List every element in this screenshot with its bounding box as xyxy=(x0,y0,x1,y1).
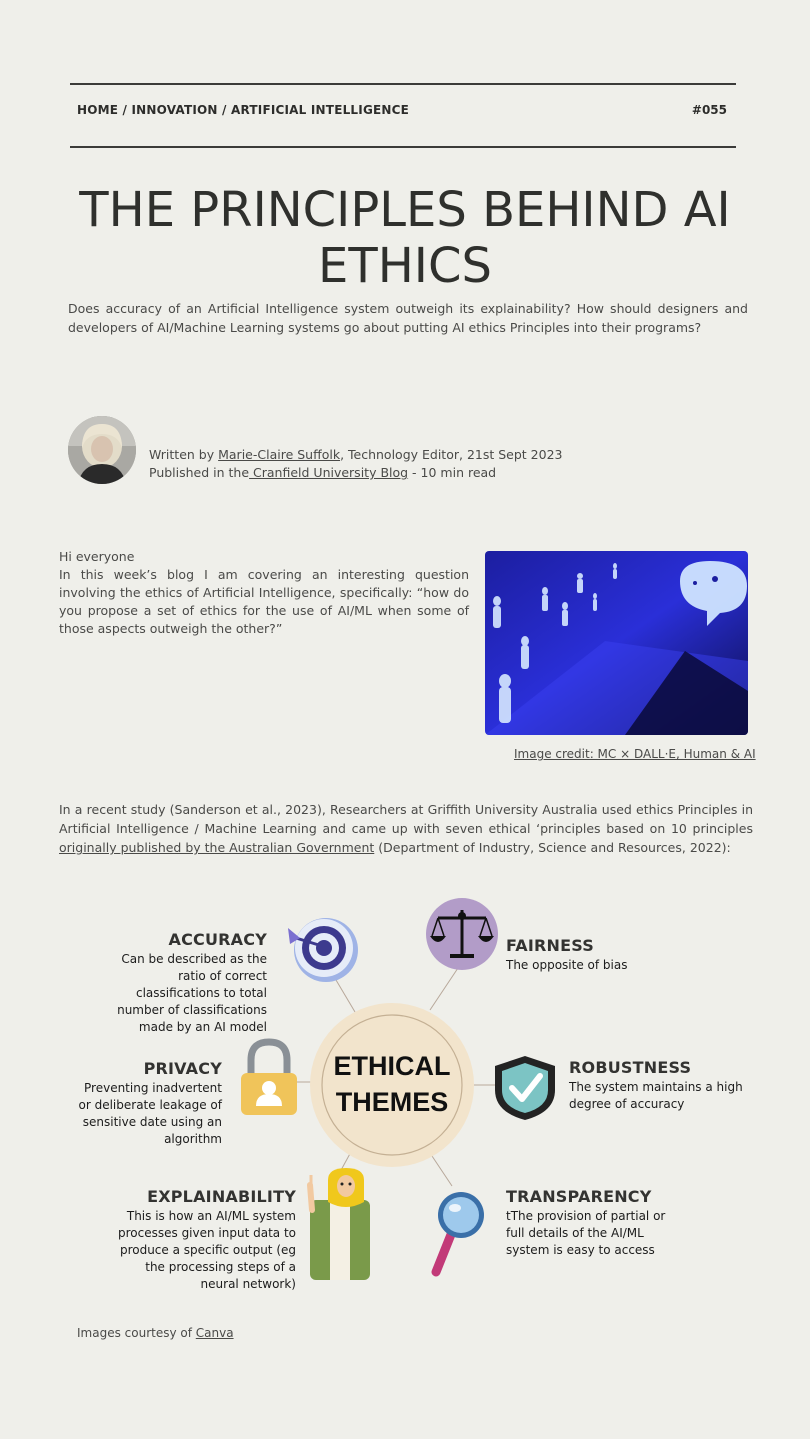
theme-privacy xyxy=(70,1059,222,1148)
breadcrumb[interactable]: HOME / INNOVATION / ARTIFICIAL INTELLIGENCE xyxy=(77,103,410,117)
fairness-title: FAIRNESS xyxy=(506,936,594,955)
author-avatar xyxy=(68,416,136,484)
fairness-desc: The opposite of bias xyxy=(506,958,628,972)
image-credit-link[interactable]: Image credit: MC × DALL·E, Human & AI xyxy=(514,747,756,761)
byline xyxy=(149,446,562,482)
target-icon xyxy=(288,918,358,982)
author-link[interactable]: Marie-Claire Suffolk xyxy=(218,447,341,462)
explainability-title: EXPLAINABILITY xyxy=(147,1187,296,1206)
title-line-2: ETHICS xyxy=(318,238,492,294)
study-text-end: (Department of Industry, Science and Resources, 2022): xyxy=(374,840,731,855)
explainability-desc: This is how an AI/ML system processes given input data to produce a specific output (eg the processing steps of a neural network) xyxy=(118,1209,296,1291)
bottom-rule xyxy=(70,146,736,148)
scales-icon xyxy=(426,898,498,970)
privacy-title: PRIVACY xyxy=(143,1059,222,1078)
privacy-desc: Preventing inadvertent or deliberate leakage of sensitive date using an algorithm xyxy=(78,1081,222,1146)
theme-robustness xyxy=(569,1058,744,1113)
byline-written xyxy=(149,446,562,464)
transparency-desc: tThe provision of partial or full details of the AI/ML system is easy to access xyxy=(506,1209,666,1257)
center-line-2: THEMES xyxy=(335,1087,449,1117)
hero-image xyxy=(485,551,748,735)
issue-number: #055 xyxy=(691,103,727,117)
magnifying-glass-icon xyxy=(436,1192,484,1272)
lead-paragraph: Does accuracy of an Artificial Intelligence system outweigh its explainability? How should designers and developers of AI/Machine Learning systems go about putting AI ethics Principles into their programs? xyxy=(68,301,748,335)
title-line-1: THE PRINCIPLES BEHIND AI xyxy=(79,182,731,238)
written-by-label: Written by xyxy=(149,447,219,462)
robustness-desc: The system maintains a high degree of accuracy xyxy=(569,1080,743,1111)
center-label xyxy=(312,1048,472,1120)
accuracy-desc: Can be described as the ratio of correct classifications to total number of classifications made by an AI model xyxy=(117,952,267,1034)
published-label: Published in the xyxy=(149,465,250,480)
courtesy-label: Images courtesy of xyxy=(77,1326,196,1340)
intro-paragraph: In this week’s blog I am covering an interesting question involving the ethics of Artificial Intelligence, specifically: “how do you propose a set of ethics for the use of AI/ML when some of those aspects outweigh the other?” xyxy=(59,567,469,636)
australian-government-link[interactable]: originally published by the Australian Government xyxy=(59,840,375,855)
read-time: - 10 min read xyxy=(408,465,497,480)
page-title xyxy=(60,182,750,294)
author-role-date: , Technology Editor, 21st Sept 2023 xyxy=(340,447,563,462)
theme-fairness xyxy=(506,936,706,974)
ai-crowd-image-icon xyxy=(485,551,748,735)
byline-published xyxy=(149,464,562,482)
theme-explainability xyxy=(104,1187,296,1293)
shield-icon xyxy=(495,1056,555,1120)
images-courtesy xyxy=(77,1326,234,1340)
top-rule xyxy=(70,83,736,85)
theme-transparency xyxy=(506,1187,666,1259)
greeting: Hi everyone xyxy=(59,549,135,564)
theme-accuracy xyxy=(100,930,267,1036)
canva-link[interactable]: Canva xyxy=(195,1326,234,1340)
person-pointing-icon xyxy=(310,1168,370,1280)
author-photo-icon xyxy=(68,416,136,484)
study-paragraph xyxy=(59,800,753,857)
blog-link[interactable]: Cranfield University Blog xyxy=(249,465,409,480)
transparency-title: TRANSPARENCY xyxy=(506,1187,652,1206)
lock-icon xyxy=(241,1042,297,1115)
study-text: In a recent study (Sanderson et al., 2023), Researchers at Griffith University Australia used ethics Principles in Artificial Intelligence / Machine Learning and came up with seven ethical ‘principles based on 10 principles xyxy=(59,802,753,836)
accuracy-title: ACCURACY xyxy=(168,930,267,949)
center-line-1: ETHICAL xyxy=(333,1051,451,1081)
robustness-title: ROBUSTNESS xyxy=(569,1058,692,1077)
intro-text xyxy=(59,548,469,638)
